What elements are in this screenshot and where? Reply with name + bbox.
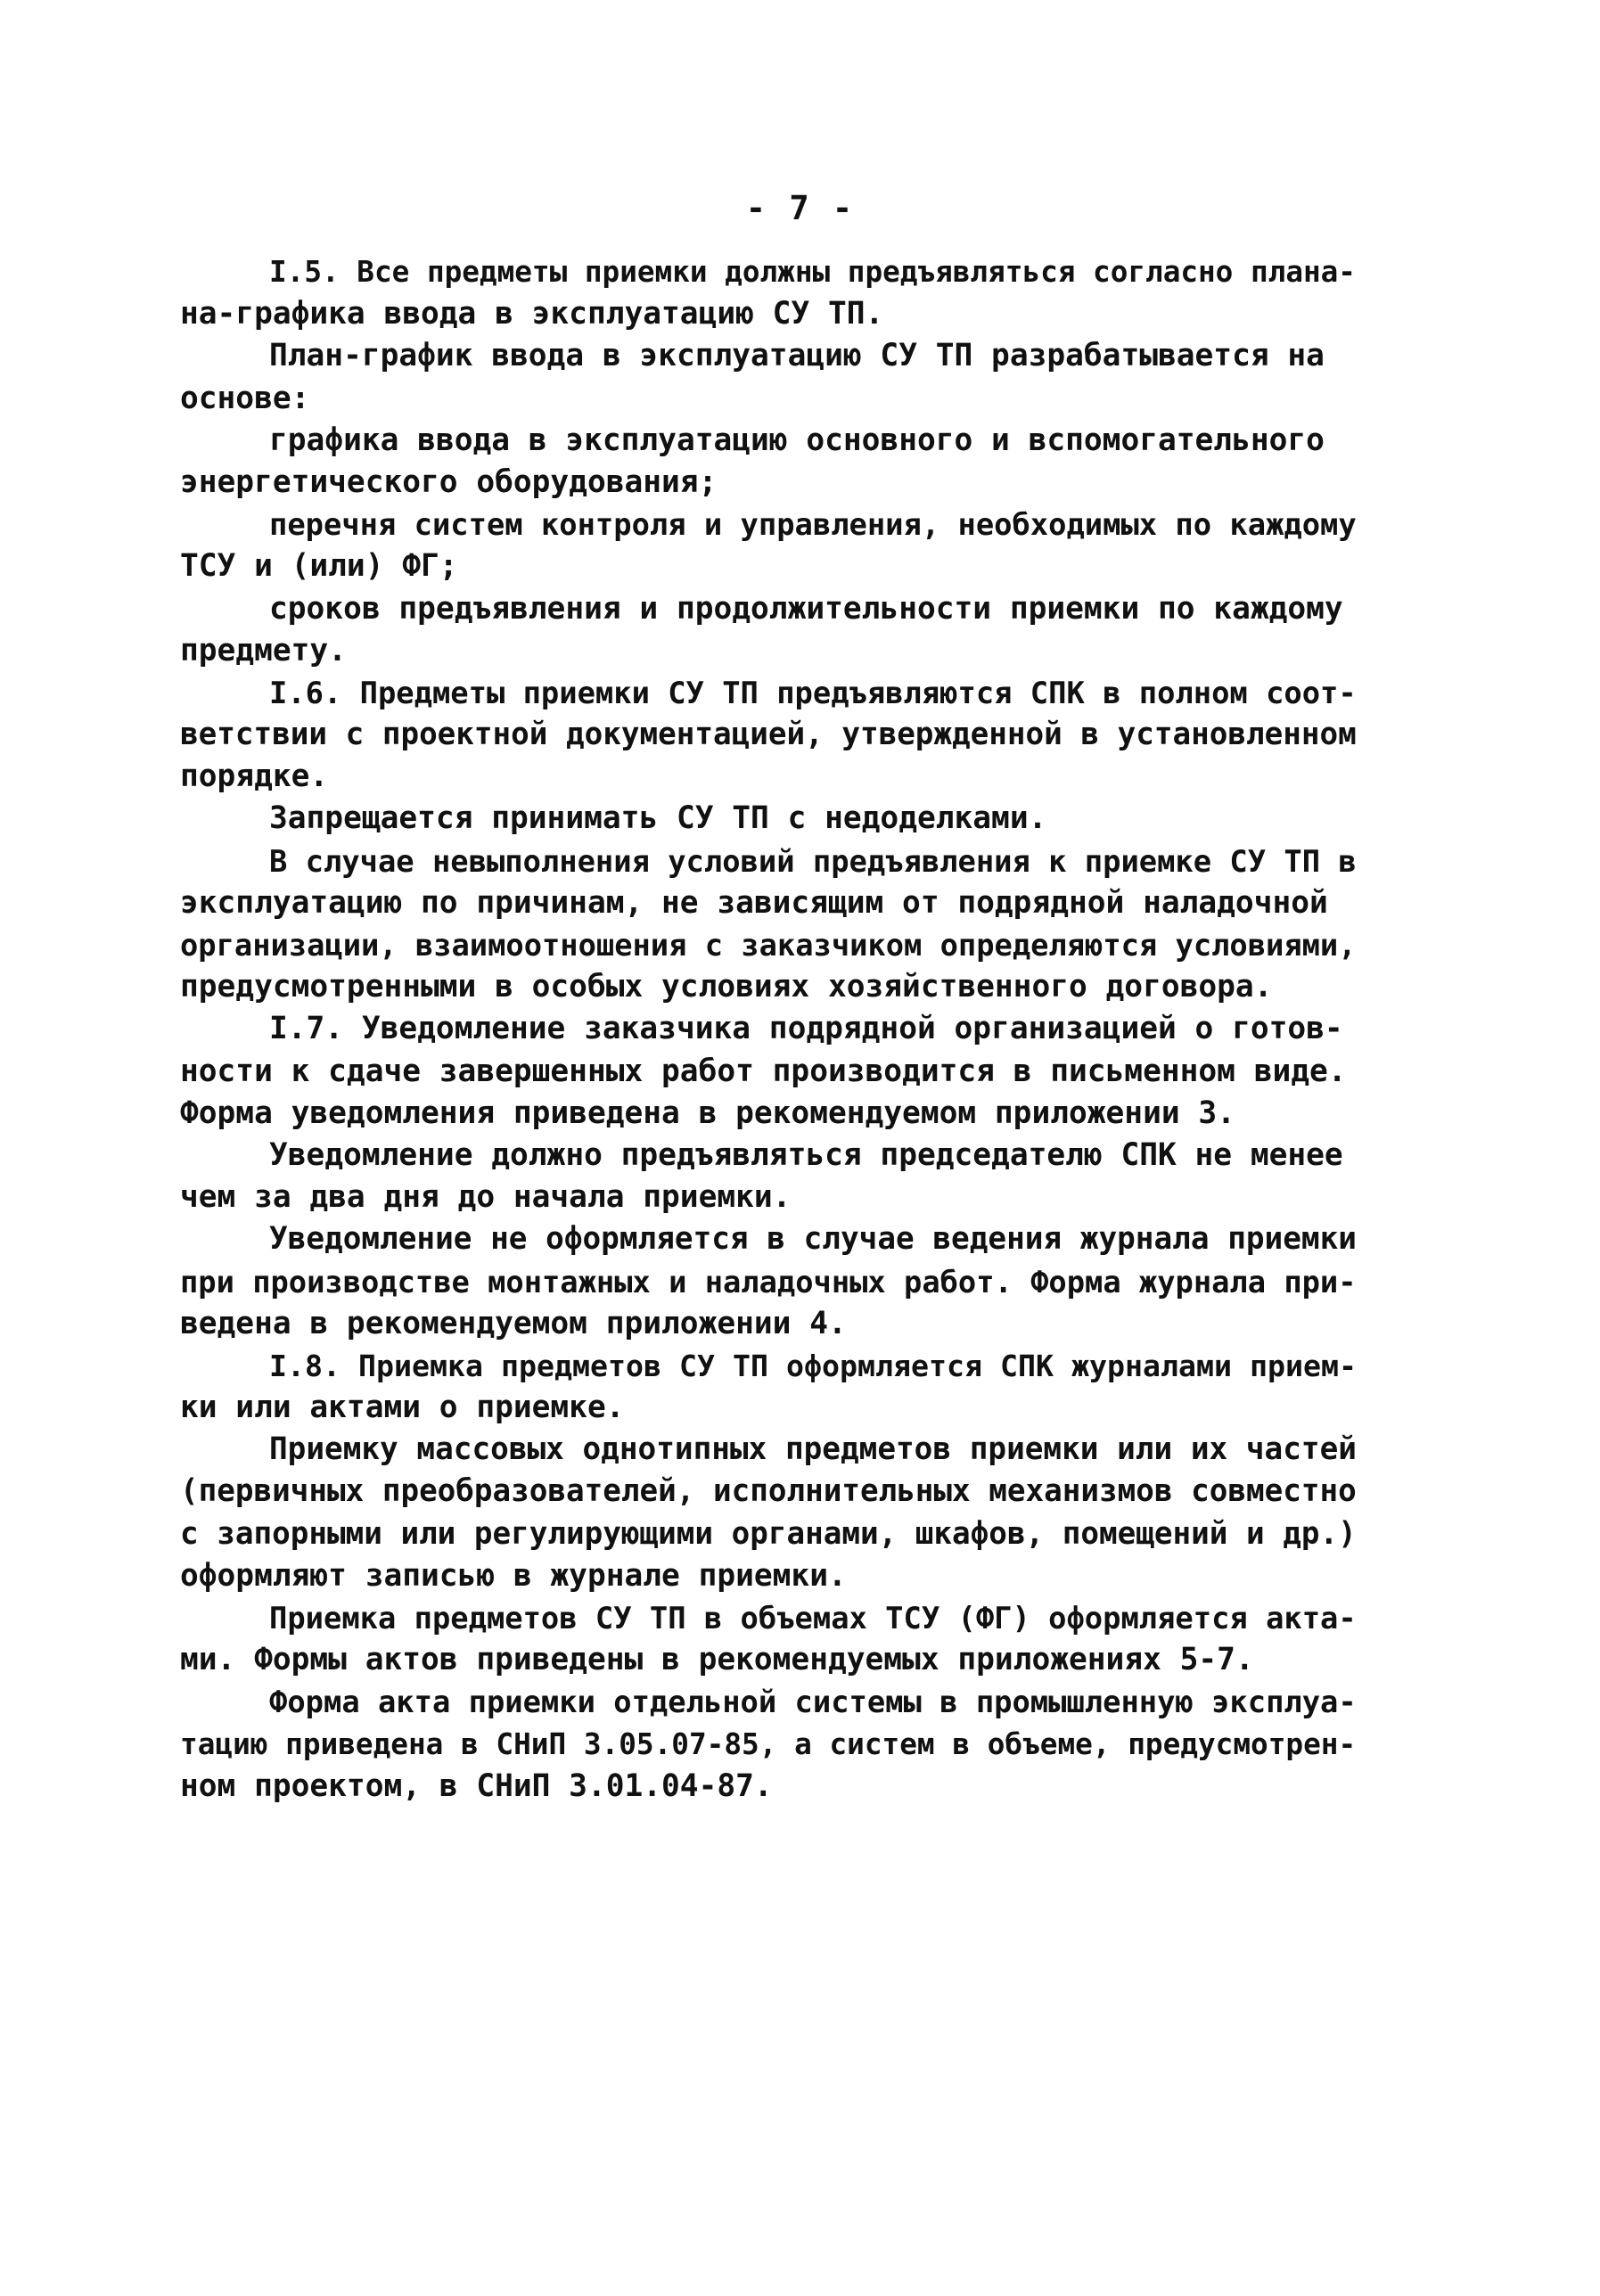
text-line: предусмотренными в особых условиях хозяйственного договора. bbox=[180, 969, 1273, 1005]
text-line: I.6. Предметы приемки СУ ТП предъявляются СПК в полном соот- bbox=[269, 675, 1357, 710]
text-line: План-график ввода в эксплуатацию СУ ТП разрабатывается на bbox=[269, 338, 1325, 374]
text-line: ности к сдаче завершенных работ производится в письменном виде. bbox=[180, 1053, 1347, 1089]
text-line: Форма уведомления приведена в рекомендуемом приложении 3. bbox=[180, 1095, 1235, 1131]
text-line: Форма акта приемки отдельной системы в промышленную эксплуа- bbox=[269, 1685, 1357, 1720]
text-line: (первичных преобразователей, исполнительных механизмов совместно bbox=[180, 1473, 1357, 1510]
text-line: графика ввода в эксплуатацию основного и вспомогательного bbox=[269, 422, 1325, 458]
text-line: ки или актами о приемке. bbox=[180, 1390, 625, 1426]
text-line: Запрещается принимать СУ ТП с недоделками. bbox=[269, 800, 1047, 837]
text-line: I.7. Уведомление заказчика подрядной организацией о готов- bbox=[269, 1011, 1343, 1047]
text-line: энергетического оборудования; bbox=[180, 463, 718, 500]
text-line: перечня систем контроля и управления, необходимых по каждому bbox=[269, 507, 1357, 543]
text-line: сроков предъявления и продолжительности приемки по каждому bbox=[269, 590, 1343, 627]
text-line: ТСУ и (или) ФГ; bbox=[180, 548, 458, 585]
text-line: организации, взаимоотношения с заказчиком определяются условиями, bbox=[180, 928, 1357, 963]
text-line: I.5. Все предметы приемки должны предъявляться согласно плана- bbox=[269, 255, 1356, 289]
text-line: чем за два дня до начала приемки. bbox=[180, 1179, 792, 1216]
text-line: Приемка предметов СУ ТП в объемах ТСУ (ФГ) оформляется акта- bbox=[269, 1601, 1357, 1636]
document-body bbox=[180, 251, 1357, 1808]
text-line: Уведомление не оформляется в случае ведения журнала приемки bbox=[269, 1221, 1357, 1258]
text-line: тацию приведена в СНиП 3.05.07-85, а систем в объеме, предусмотрен- bbox=[180, 1726, 1357, 1761]
text-line: Уведомление должно предъявляться председателю СПК не менее bbox=[269, 1136, 1343, 1173]
text-line: основе: bbox=[180, 380, 310, 416]
text-line: предмету. bbox=[180, 632, 347, 668]
text-line: с запорными или регулирующими органами, шкафов, помещений и др.) bbox=[180, 1515, 1357, 1552]
text-line: при производстве монтажных и наладочных работ. Форма журнала при- bbox=[180, 1264, 1357, 1300]
text-line: I.8. Приемка предметов СУ ТП оформляется СПК журналами прием- bbox=[269, 1348, 1357, 1383]
page-number: - 7 - bbox=[745, 189, 855, 227]
text-line: порядке. bbox=[180, 758, 329, 795]
text-line: В случае невыполнения условий предъявления к приемке СУ ТП в bbox=[269, 843, 1357, 879]
text-line: ми. Формы актов приведены в рекомендуемых приложениях 5-7. bbox=[180, 1642, 1254, 1678]
text-line: ном проектом, в СНиП 3.01.04-87. bbox=[180, 1767, 773, 1804]
text-line: ведена в рекомендуемом приложении 4. bbox=[180, 1305, 847, 1341]
text-line: эксплуатацию по причинам, не зависящим от подрядной наладочной bbox=[180, 884, 1328, 921]
text-line: Приемку массовых однотипных предметов приемки или их частей bbox=[269, 1431, 1357, 1468]
text-line: ветствии с проектной документацией, утвержденной в установленном bbox=[180, 717, 1357, 753]
text-line: на-графика ввода в эксплуатацию СУ ТП. bbox=[180, 296, 884, 332]
text-line: оформляют записью в журнале приемки. bbox=[180, 1557, 847, 1594]
